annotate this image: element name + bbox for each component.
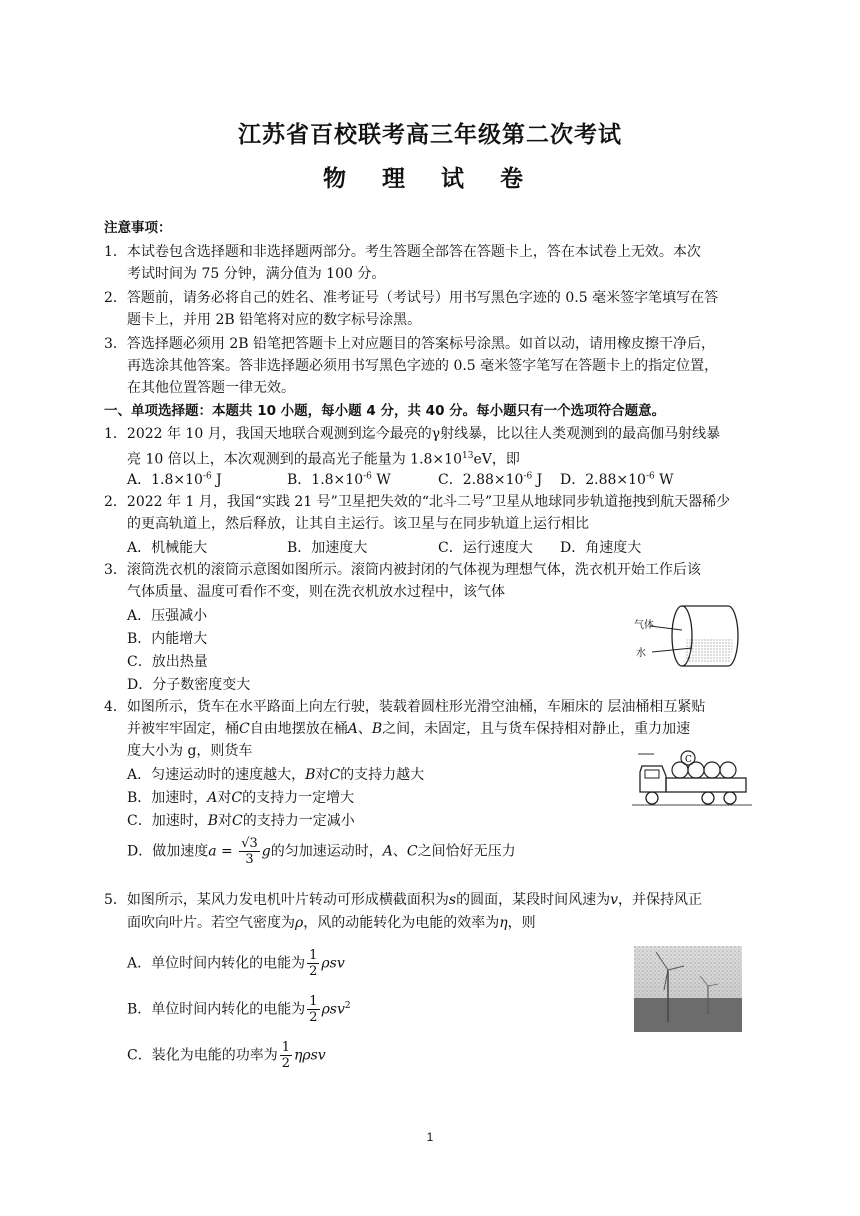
q4-stem-line-1: 4．如图所示，货车在水平路面上向左行驶，装载着圆柱形光滑空油桶，车厢床的 层油桶相互紧贴 xyxy=(104,699,706,715)
q1-option-a[interactable]: A．$1.8\times 10^{-6}$ J xyxy=(127,471,222,488)
section-1-heading: 一、单项选择题：本题共 10 小题，每小题 4 分，共 40 分。每小题只有一个选项符合题意。 xyxy=(104,403,666,419)
q4-option-a[interactable]: A．匀速运动时的速度越大，B对C的支持力越大 xyxy=(127,767,425,783)
notice-item-1-line-1: 1．本试卷包含选择题和非选择题两部分。考生答题全部答在答题卡上，答在本试卷上无效。本次 xyxy=(104,244,701,260)
q1-option-d[interactable]: D．$2.88\times 10^{-6}$ W xyxy=(560,471,674,488)
q2-option-a[interactable]: A．机械能大 xyxy=(127,540,208,556)
q5-option-b[interactable]: B．单位时间内转化的电能为 $\frac{1}{2}$ ρsv$^2$ xyxy=(127,994,351,1025)
notice-item-3-line-1: 3．答选择题必须用 2B 铅笔把答题卡上对应题目的答案标号涂黑。如首以动，请用橡皮擦干净后， xyxy=(104,336,716,352)
q3-option-d[interactable]: D．分子数密度变大 xyxy=(127,677,251,693)
notice-item-3-line-2: 再选涂其他答案。答非选择题必须用书写黑色字迹的 0.5 毫米签字笔写在答题卡上的指定位置， xyxy=(127,358,719,374)
q5-stem-line-1: 5．如图所示，某风力发电机叶片转动可形成横截面积为s的圆面，某段时间风速为v，并保持风正 xyxy=(104,892,703,908)
q4-option-c[interactable]: C．加速时，B对C的支持力一定减小 xyxy=(127,813,355,829)
q3-option-c[interactable]: C．放出热量 xyxy=(127,654,208,670)
q3-option-a[interactable]: A．压强减小 xyxy=(127,608,208,624)
q4-option-d[interactable]: D．做加速度a = $\frac{√3}{3}$ g的匀加速运动时，A、C之间恰好无压力 xyxy=(127,836,516,867)
washing-drum-figure: 气体 水 xyxy=(632,600,742,672)
q1-option-b[interactable]: B．$1.8\times 10^{-6}$ W xyxy=(287,471,391,488)
wind-turbine-photo xyxy=(634,946,742,1032)
exam-subtitle: 物 理 试 卷 xyxy=(322,166,538,192)
q3-option-b[interactable]: B．内能增大 xyxy=(127,631,208,647)
notice-item-1-line-2: 考试时间为 75 分钟，满分值为 100 分。 xyxy=(127,266,386,282)
q2-option-b[interactable]: B．加速度大 xyxy=(287,540,368,556)
q5-stem-line-2: 面吹向叶片。若空气密度为ρ，风的动能转化为电能的效率为η，则 xyxy=(127,915,536,931)
q1-option-c[interactable]: C．$2.88\times 10^{-6}$ J xyxy=(438,471,543,488)
q4-stem-line-3: 度大小为 g，则货车 xyxy=(127,743,253,759)
q1-stem-line-1: 1．2022 年 10 月，我国天地联合观测到迄今最亮的γ射线暴，比以往人类观测到的最高伽马射线暴 xyxy=(104,426,721,442)
notice-item-2-line-2: 题卡上，并用 2B 铅笔将对应的数字标号涂黑。 xyxy=(127,312,422,328)
q5-option-c[interactable]: C．装化为电能的功率为 $\frac{1}{2}$ ηρsv xyxy=(127,1040,326,1071)
truck-figure xyxy=(632,748,752,810)
svg-text:C: C xyxy=(685,755,692,765)
notice-heading: 注意事项： xyxy=(104,220,172,236)
q2-option-c[interactable]: C．运行速度大 xyxy=(438,540,533,556)
q4-stem-line-2: 并被牢牢固定，桶C自由地摆放在桶A、B之间，未固定，且与货车保持相对静止，重力加速 xyxy=(127,721,691,737)
q3-stem-line-1: 3．滚筒洗衣机的滚筒示意图如图所示。滚筒内被封闭的气体视为理想气体，洗衣机开始工作后该 xyxy=(104,562,701,578)
q4-option-b[interactable]: B．加速时，A对C的支持力一定增大 xyxy=(127,790,355,806)
q5-option-a[interactable]: A．单位时间内转化的电能为 $\frac{1}{2}$ ρsv xyxy=(127,948,345,979)
notice-item-3-line-3: 在其他位置答题一律无效。 xyxy=(127,380,295,396)
notice-item-2-line-1: 2．答题前，请务必将自己的姓名、准考证号（考试号）用书写黑色字迹的 0.5 毫米签字笔填写在答 xyxy=(104,290,719,306)
q2-stem-line-2: 的更高轨道上，然后释放，让其自主运行。该卫星与在同步轨道上运行相比 xyxy=(127,516,589,532)
q3-stem-line-2: 气体质量、温度可看作不变，则在洗衣机放水过程中，该气体 xyxy=(127,584,505,600)
exam-title: 江苏省百校联考高三年级第二次考试 xyxy=(238,122,622,148)
q2-stem-line-1: 2．2022 年 1 月，我国“实践 21 号”卫星把失效的“北斗二号”卫星从地球同步轨道拖拽到航天器稀少 xyxy=(104,494,731,510)
q2-option-d[interactable]: D．角速度大 xyxy=(560,540,642,556)
page-number: 1 xyxy=(426,1130,434,1144)
q1-stem-line-2: 亮 10 倍以上，本次观测到的最高光子能量为 $1.8\times 10^{13}eV$，即 xyxy=(127,451,520,468)
